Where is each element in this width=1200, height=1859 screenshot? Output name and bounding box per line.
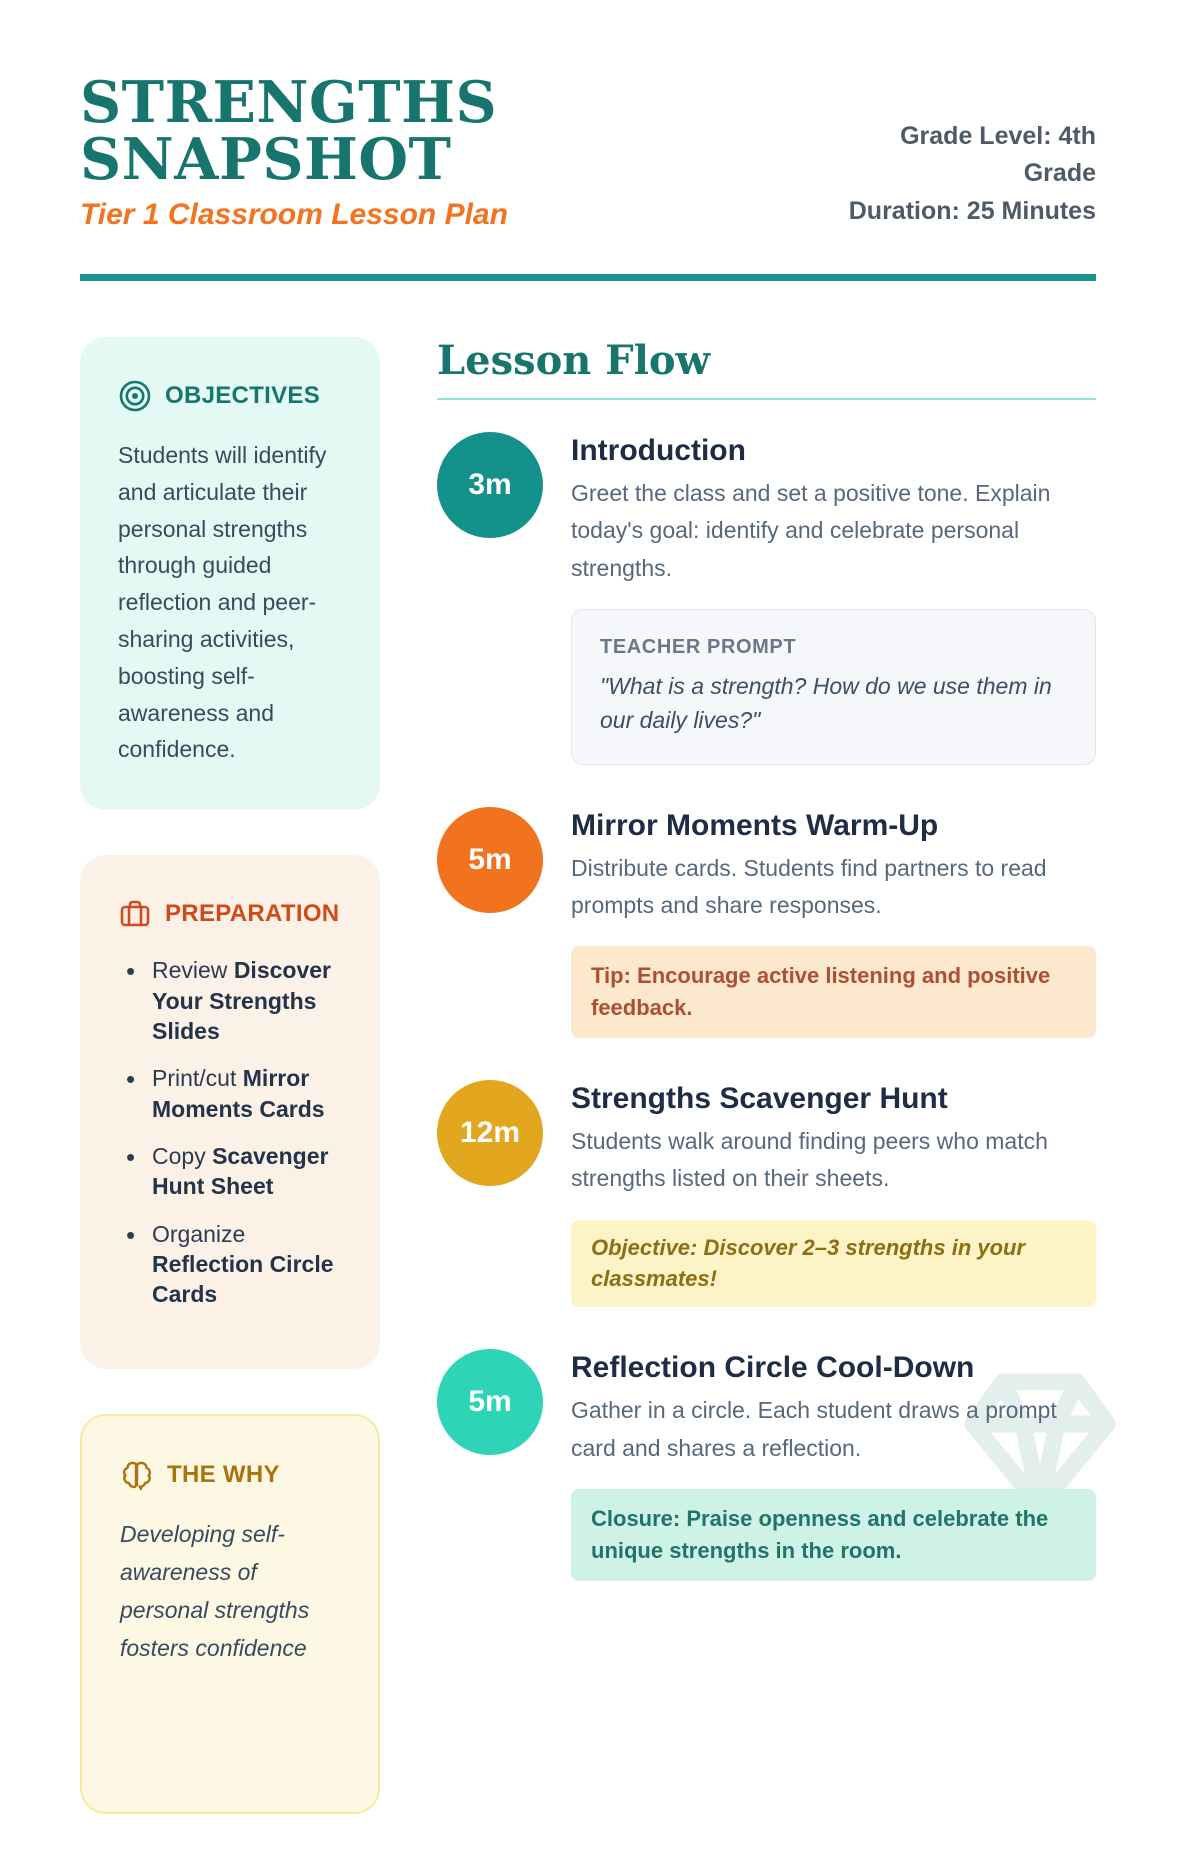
preparation-card	[80, 855, 380, 1369]
preparation-item	[118, 1063, 342, 1124]
preparation-heading: PREPARATION	[165, 900, 340, 928]
header-divider	[80, 274, 1096, 281]
step-title: Strengths Scavenger Hunt	[571, 1082, 948, 1116]
preparation-item	[118, 1219, 342, 1310]
the-why-heading: THE WHY	[167, 1460, 280, 1488]
preparation-item	[118, 1141, 342, 1202]
the-why-header	[120, 1458, 340, 1492]
teacher-prompt-quote: "What is a strength? How do we use them in our daily lives?"	[600, 672, 1052, 734]
duration-badge: 5m	[437, 807, 543, 913]
objective-text: Objective: Discover 2–3 strengths in your classmates!	[591, 1234, 1026, 1292]
grade-level-label: Grade Level: 4th Grade	[900, 121, 1096, 187]
the-why-card	[80, 1414, 380, 1814]
step-content	[571, 1080, 1096, 1307]
preparation-list	[118, 955, 342, 1310]
step-content	[571, 807, 1096, 1038]
lesson-flow-section	[437, 337, 1096, 1859]
flow-step-warm-up	[437, 807, 1096, 1038]
teacher-prompt-callout	[571, 609, 1096, 765]
prep-item-bold: Discover Your Strengths Slides	[152, 957, 331, 1044]
main-content	[80, 337, 1096, 1859]
the-why-body: Developing self-awareness of personal strengths fosters confidence	[120, 1520, 310, 1661]
prep-item-text: Review	[152, 957, 234, 984]
step-content	[571, 432, 1096, 765]
objectives-heading: OBJECTIVES	[165, 382, 321, 409]
step-title: Mirror Moments Warm-Up	[571, 808, 939, 842]
prep-item-bold: Mirror Moments Cards	[152, 1065, 325, 1122]
step-description: Distribute cards. Students find partners to read prompts and share responses.	[571, 854, 1047, 918]
prep-item-text: Organize	[152, 1220, 246, 1247]
step-description: Greet the class and set a positive tone. Explain today's goal: identify and celebrate personal strengths.	[571, 480, 1051, 581]
closure-text: Closure: Praise openness and celebrate the unique strengths in the room.	[591, 1505, 1049, 1563]
prep-item-bold: Scavenger Hunt Sheet	[152, 1142, 329, 1200]
flow-step-scavenger-hunt	[437, 1080, 1096, 1307]
objectives-header	[118, 379, 342, 413]
preparation-header	[118, 897, 342, 931]
lesson-flow-heading: Lesson Flow	[437, 337, 1096, 400]
header-meta	[838, 118, 1096, 233]
step-title: Introduction	[571, 434, 746, 467]
header	[80, 69, 1096, 232]
objectives-body: Students will identify and articulate their personal strengths through guided reflection and peer-sharing activities, boosting self-awareness and confidence.	[118, 442, 327, 763]
page-title: STRENGTHS SNAPSHOT	[80, 69, 498, 193]
sidebar	[80, 337, 380, 1859]
flow-step-introduction	[437, 432, 1096, 765]
flow-step-cool-down	[437, 1349, 1096, 1580]
objective-callout	[571, 1220, 1096, 1308]
target-icon	[118, 379, 152, 413]
preparation-item	[118, 955, 342, 1046]
duration-badge: 3m	[437, 432, 543, 538]
prep-item-bold: Reflection Circle Cards	[152, 1251, 334, 1308]
tip-callout	[571, 946, 1096, 1038]
step-description: Gather in a circle. Each student draws a prompt card and shares a reflection.	[571, 1397, 1057, 1461]
duration-badge: 5m	[437, 1349, 543, 1455]
briefcase-icon	[118, 897, 152, 931]
step-content	[571, 1349, 1096, 1580]
tip-text: Tip: Encourage active listening and positive feedback.	[591, 963, 1051, 1021]
closure-callout	[571, 1489, 1096, 1581]
objectives-card	[80, 337, 380, 810]
step-title: Reflection Circle Cool-Down	[571, 1351, 975, 1385]
prep-item-text: Copy	[152, 1142, 213, 1169]
step-description: Students walk around finding peers who match strengths listed on their sheets.	[571, 1128, 1048, 1192]
page-subtitle: Tier 1 Classroom Lesson Plan	[80, 198, 508, 231]
prep-item-text: Print/cut	[152, 1065, 243, 1092]
duration-badge: 12m	[437, 1080, 543, 1186]
duration-label: Duration: 25 Minutes	[848, 196, 1096, 225]
teacher-prompt-label: TEACHER PROMPT	[600, 635, 797, 658]
brain-icon	[120, 1458, 154, 1492]
header-titles	[80, 69, 838, 232]
